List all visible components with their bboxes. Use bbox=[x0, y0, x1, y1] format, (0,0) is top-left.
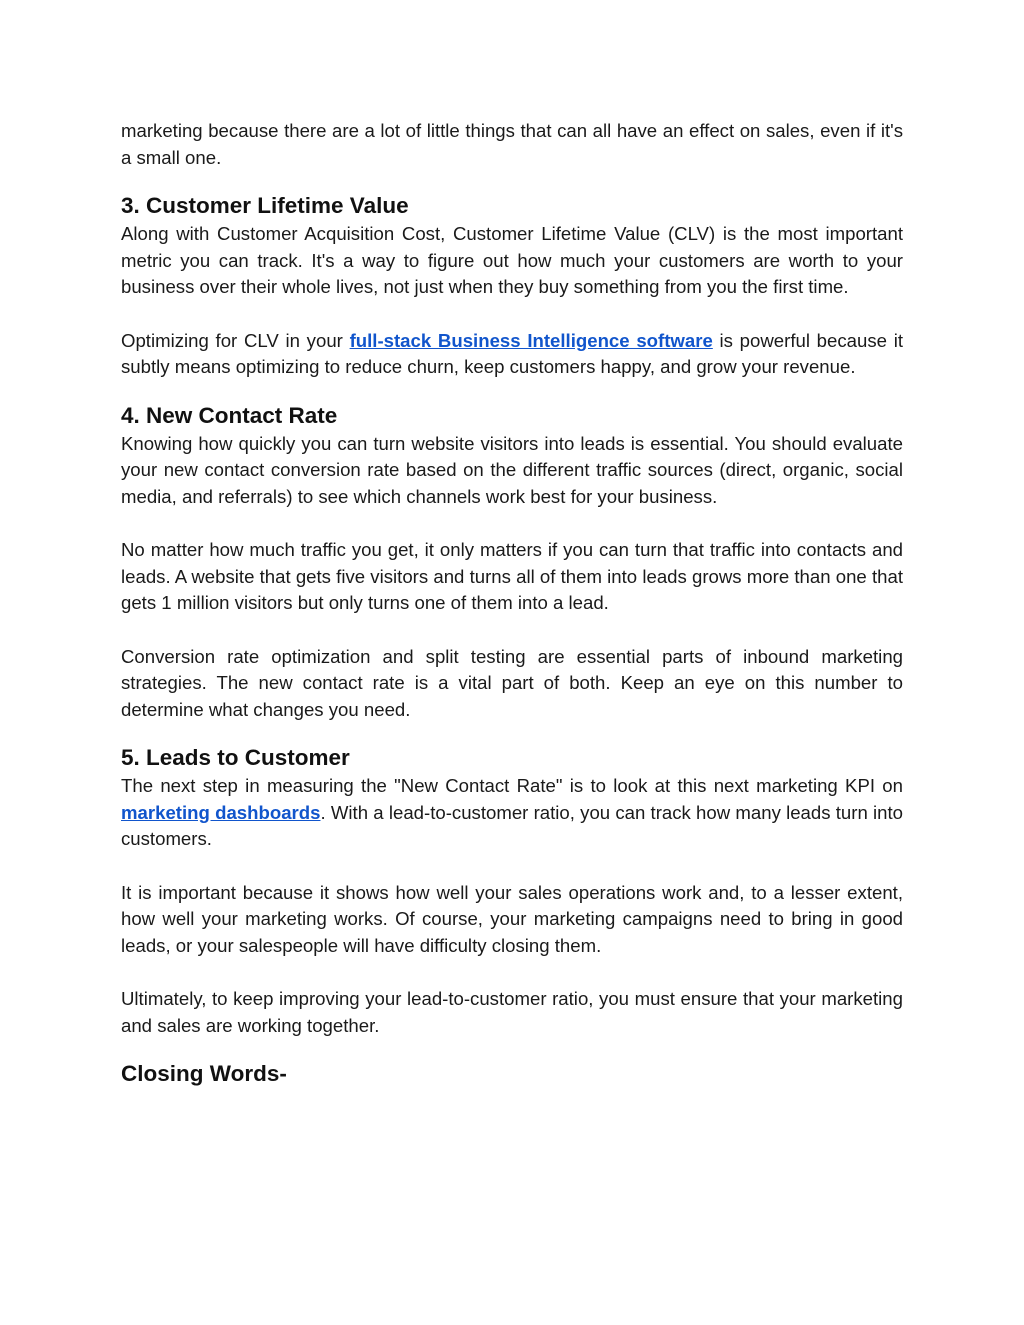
section-heading-new-contact-rate: 4. New Contact Rate bbox=[121, 402, 338, 428]
leads-paragraph-1-start: The next step in measuring the "New Contact Rate" is to look at this next marketing KPI on bbox=[121, 775, 903, 797]
leads-paragraph-2: It is important because it shows how well your sales operations work and, to a lesser extent, how well your marketing works. Of course, your marketing campaigns need to bring in good leads, or your salespeople will have difficulty closing them. bbox=[121, 881, 903, 956]
section-heading-leads-to-customer: 5. Leads to Customer bbox=[121, 745, 350, 771]
document-page bbox=[121, 118, 903, 1089]
leads-paragraph-1-end: . With a lead-to-customer ratio, you can track how many leads turn into customers. bbox=[121, 801, 904, 850]
leads-paragraph-1 bbox=[121, 773, 903, 853]
clv-paragraph-1: Along with Customer Acquisition Cost, Customer Lifetime Value (CLV) is the most important metric you can track. It's a way to figure out how much your customers are worth to your business over their whole lives, not just when they buy something from you the first time. bbox=[121, 223, 903, 298]
bi-software-link[interactable]: full-stack Business Intelligence software bbox=[349, 329, 713, 351]
contact-rate-paragraph-3: Conversion rate optimization and split testing are essential parts of inbound marketing strategies. The new contact rate is a vital part of both. Keep an eye on this number to determine what changes you need. bbox=[121, 645, 903, 720]
clv-paragraph-2-end: is powerful because it subtly means optimizing to reduce churn, keep customers happy, and grow your revenue. bbox=[121, 329, 904, 378]
clv-paragraph-2-start: Optimizing for CLV in your bbox=[121, 329, 350, 351]
clv-paragraph-2 bbox=[121, 328, 903, 381]
section-heading-closing-words: Closing Words- bbox=[121, 1061, 287, 1087]
section-heading-clv: 3. Customer Lifetime Value bbox=[121, 193, 409, 219]
marketing-dashboards-link[interactable]: marketing dashboards bbox=[121, 801, 321, 823]
contact-rate-paragraph-2: No matter how much traffic you get, it only matters if you can turn that traffic into contacts and leads. A website that gets five visitors and turns all of them into leads grows more than one that gets 1 million visitors but only turns one of them into a lead. bbox=[121, 539, 903, 614]
contact-rate-paragraph-1: Knowing how quickly you can turn website visitors into leads is essential. You should evaluate your new contact conversion rate based on the different traffic sources (direct, organic, social media, and referrals) to see which channels work best for your business. bbox=[121, 432, 903, 507]
leads-paragraph-3: Ultimately, to keep improving your lead-to-customer ratio, you must ensure that your marketing and sales are working together. bbox=[121, 988, 903, 1036]
intro-paragraph: marketing because there are a lot of little things that can all have an effect on sales, even if it's a small one. bbox=[121, 120, 903, 168]
